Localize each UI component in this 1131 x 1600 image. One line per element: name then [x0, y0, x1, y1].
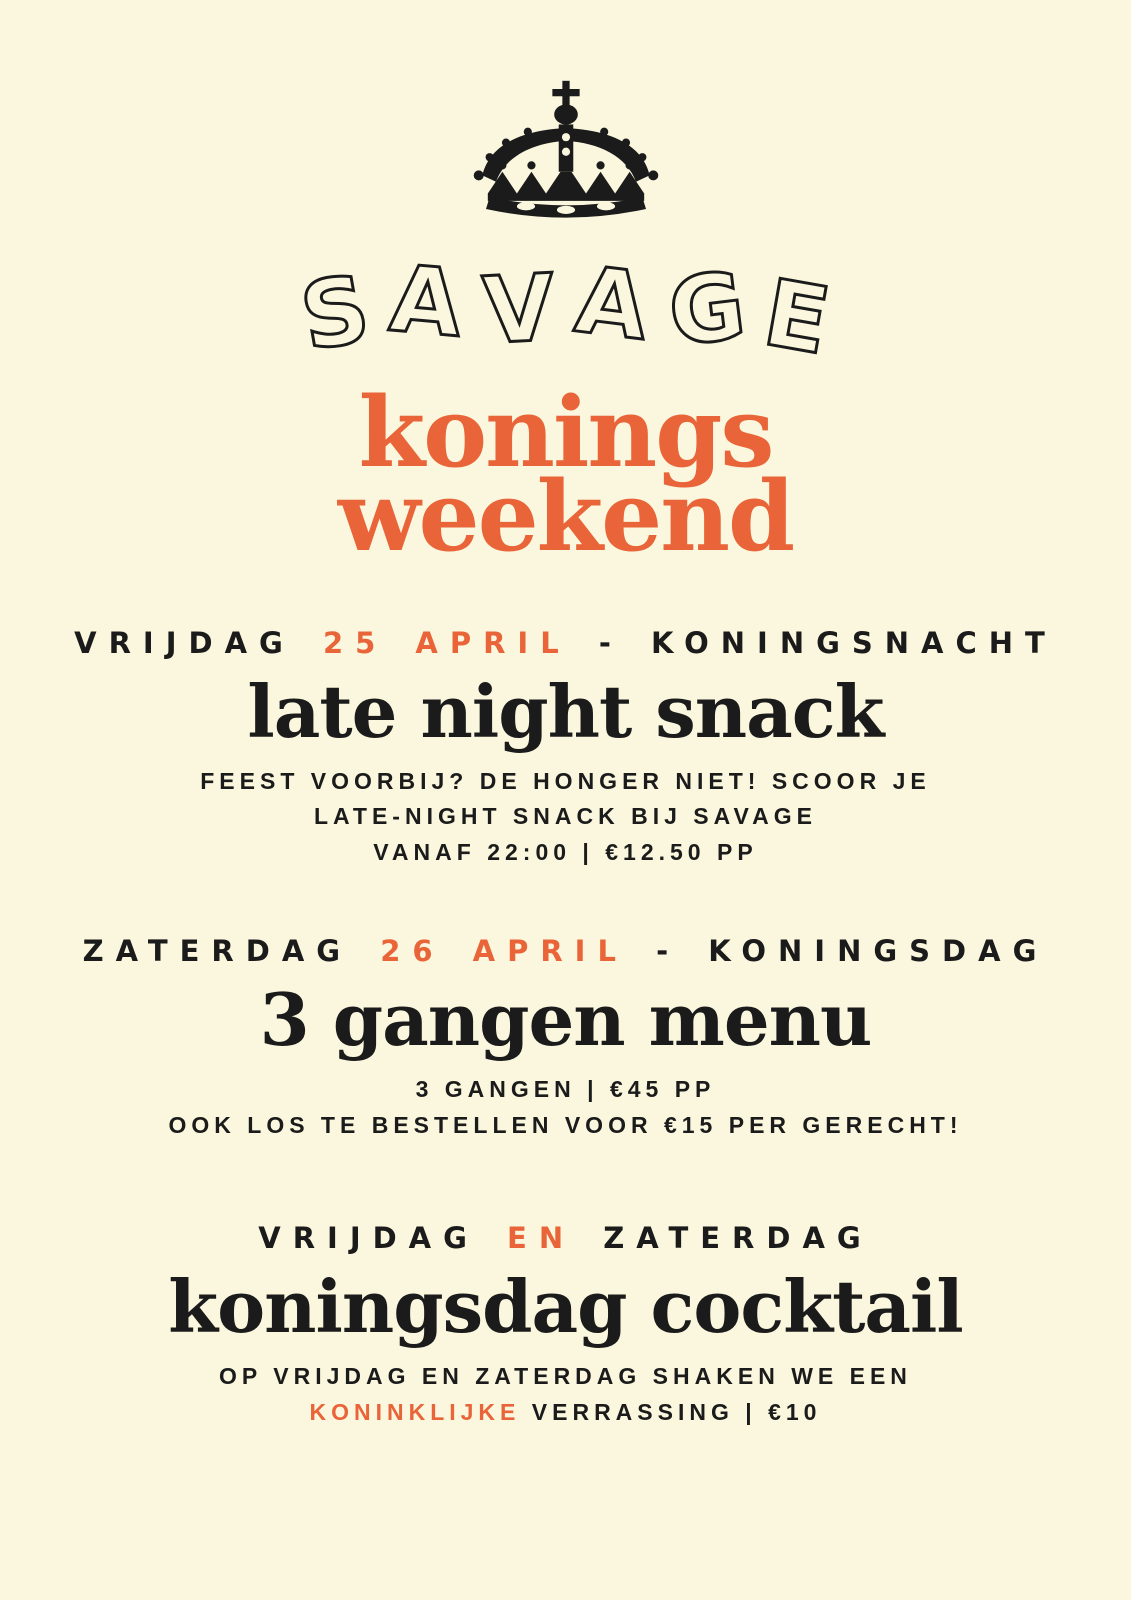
date-line	[74, 626, 1057, 660]
date-post: - KONINGSNACHT	[598, 625, 1057, 660]
copy-line: VANAF 22:00 | €12.50 PP	[373, 838, 758, 865]
date-line	[83, 934, 1049, 968]
poster-title	[337, 376, 794, 574]
event-copy	[168, 1072, 962, 1143]
event-copy	[200, 764, 930, 871]
event-section-koningsdag	[83, 934, 1049, 1143]
crown-icon	[466, 70, 666, 228]
event-section-koningsnacht	[74, 626, 1057, 871]
date-highlight: 26 APRIL	[380, 934, 628, 969]
date-highlight: 25 APRIL	[322, 625, 571, 660]
date-pre: VRIJDAG	[258, 1221, 479, 1256]
event-headline: koningsdag cocktail	[168, 1264, 963, 1350]
event-headline: 3 gangen menu	[259, 977, 872, 1063]
copy-line: OOK LOS TE BESTELLEN VOOR €15 PER GERECHT!	[168, 1111, 963, 1138]
event-section-cocktail	[168, 1221, 962, 1430]
copy-rest: VERRASSING | €10	[531, 1398, 822, 1425]
copy-line: 3 GANGEN | €45 PP	[415, 1076, 716, 1103]
copy-line	[219, 1395, 912, 1431]
poster-title-line1: konings	[358, 376, 773, 489]
date-highlight: EN	[507, 1221, 576, 1256]
date-post: - KONINGSDAG	[656, 934, 1049, 969]
date-line	[258, 1221, 872, 1255]
poster-title-line2: weekend	[337, 460, 794, 574]
event-copy	[219, 1359, 912, 1430]
brand-wordmark: S A V A G E	[293, 245, 837, 376]
date-post: ZATERDAG	[603, 1221, 873, 1256]
copy-line: LATE-NIGHT SNACK BIJ SAVAGE	[313, 803, 817, 830]
event-headline: late night snack	[247, 668, 884, 754]
date-pre: ZATERDAG	[82, 934, 353, 969]
copy-line: FEEST VOORBIJ? DE HONGER NIET! SCOOR JE	[200, 767, 931, 794]
date-pre: VRIJDAG	[74, 625, 295, 660]
copy-line: OP VRIJDAG EN ZATERDAG SHAKEN WE EEN	[219, 1362, 912, 1389]
copy-highlight: KONINKLIJKE	[309, 1398, 521, 1425]
